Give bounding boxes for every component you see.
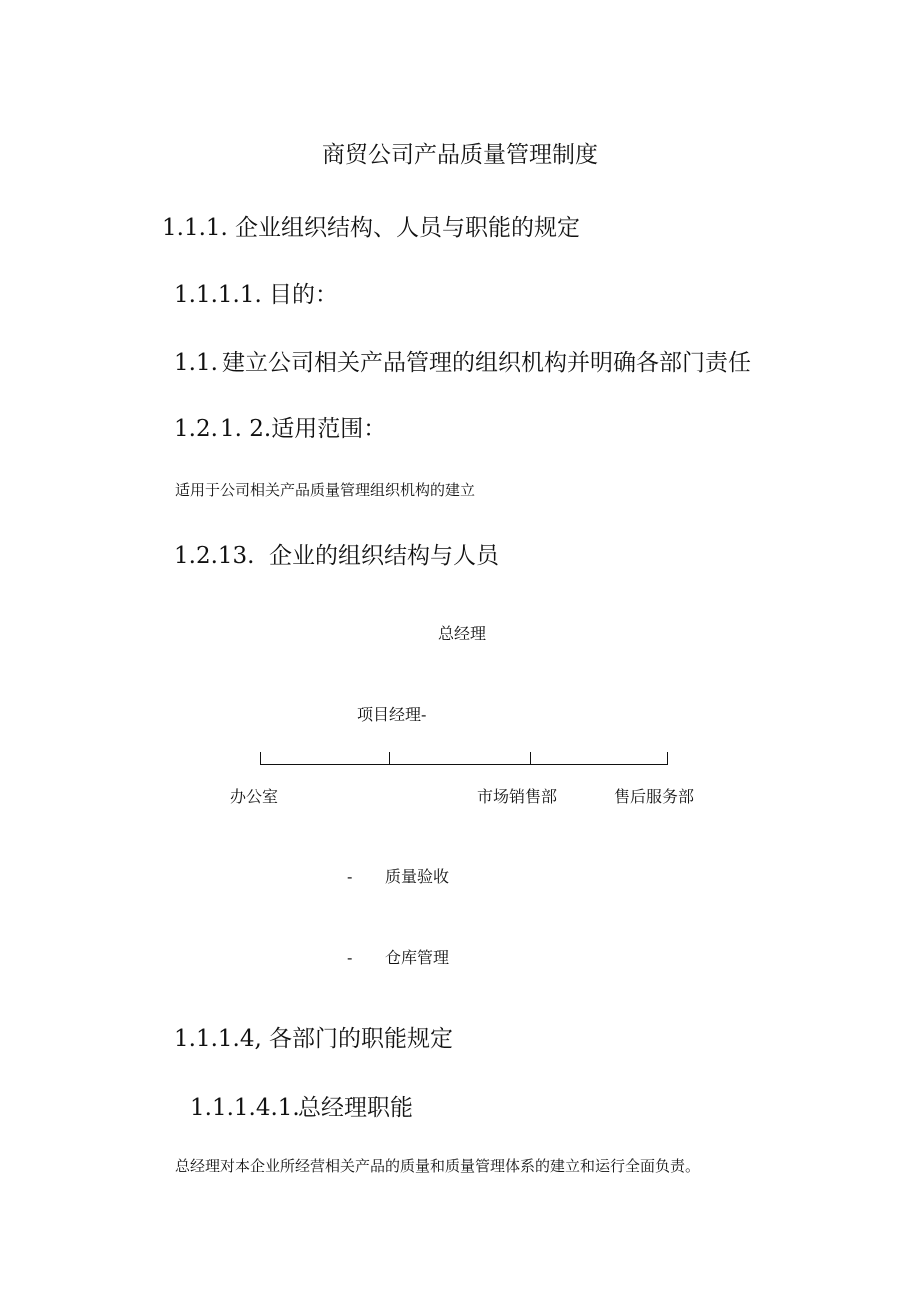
section-number: 1.2.: [174, 416, 218, 442]
org-node-after-sales: 售后服务部: [614, 787, 695, 806]
section-heading: [174, 1020, 453, 1053]
paragraph: 适用于公司相关产品质量管理组织机构的建立: [175, 481, 476, 499]
org-dash: -: [347, 867, 353, 886]
section-text: 企业的组织结构与人员: [269, 543, 499, 569]
org-sub-label: 质量验收: [385, 867, 450, 886]
section-number: 1.1.1.4,: [174, 1026, 262, 1052]
org-sub-label: 仓库管理: [385, 948, 450, 967]
org-sub-unit: [347, 945, 449, 968]
section-number: 1.1.1.4.1.: [190, 1095, 300, 1121]
org-node-second: 项目经理-: [357, 705, 427, 724]
org-dash: -: [347, 948, 353, 967]
section-number: 1.1.1.: [162, 215, 228, 241]
section-heading: [174, 344, 751, 377]
section-heading: [190, 1089, 413, 1122]
org-connector-tick: [389, 752, 390, 765]
org-connector-line: [260, 764, 668, 765]
section-heading: [174, 537, 499, 570]
section-number: 1.2.13.: [174, 543, 255, 569]
section-text: 1. 2.适用范围：: [220, 416, 387, 442]
section-text: 建立公司相关产品管理的组织机构并明确各部门责任: [222, 350, 751, 376]
section-text: 各部门的职能规定: [269, 1026, 453, 1052]
section-number: 1.1.1.1.: [174, 282, 262, 308]
paragraph: 总经理对本企业所经营相关产品的质量和质量管理体系的建立和运行全面负责。: [175, 1157, 701, 1175]
section-heading: [174, 276, 338, 309]
section-number: 1.1.: [174, 350, 218, 376]
org-connector-tick: [667, 752, 668, 765]
org-node-top: 总经理: [438, 624, 487, 643]
section-text: 企业组织结构、人员与职能的规定: [235, 215, 580, 241]
section-heading: [162, 209, 580, 242]
org-node-office: 办公室: [230, 787, 279, 806]
org-node-sales: 市场销售部: [477, 787, 558, 806]
org-connector-tick: [260, 752, 261, 765]
section-text: 目的：: [269, 282, 338, 308]
org-connector-tick: [530, 752, 531, 765]
section-text: 总经理职能: [298, 1095, 413, 1121]
page-title: 商贸公司产品质量管理制度: [322, 142, 598, 168]
org-sub-unit: [347, 864, 449, 887]
section-heading: [174, 410, 386, 443]
